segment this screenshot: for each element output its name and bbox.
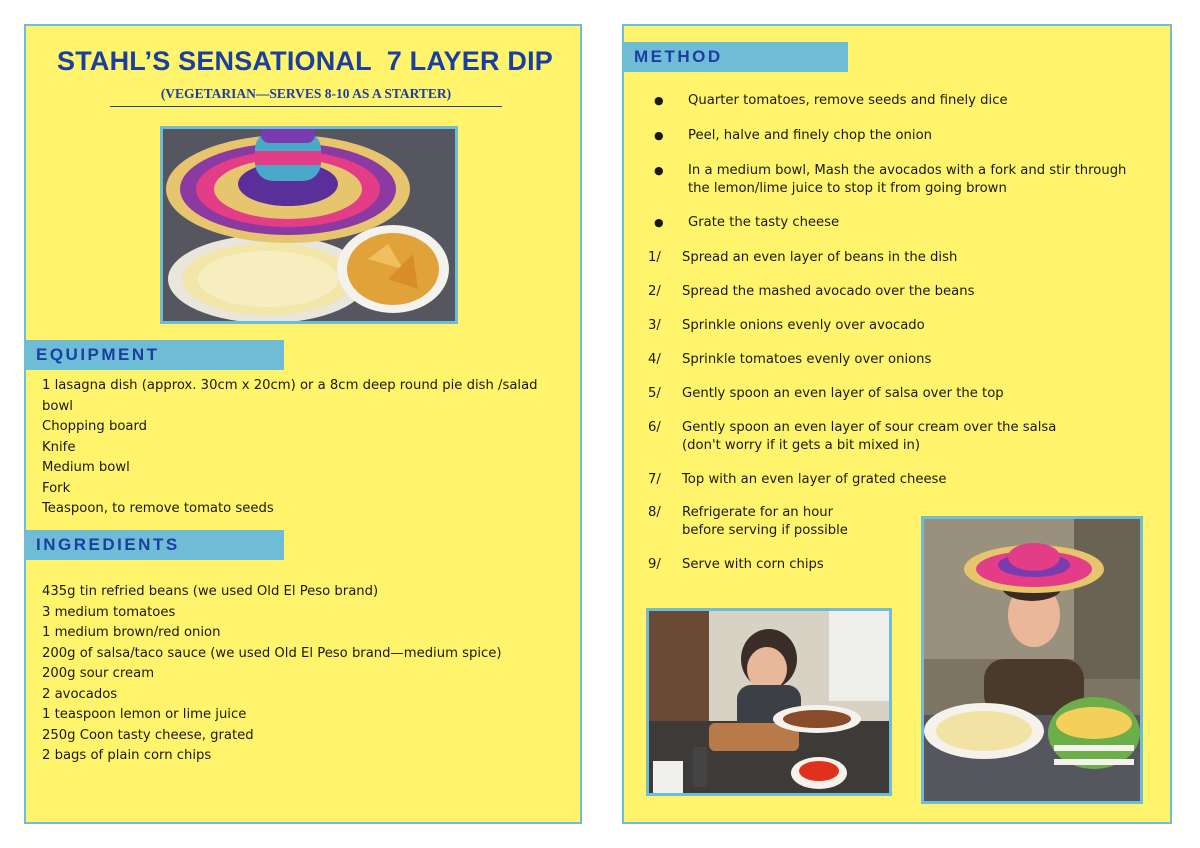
list-item: 200g of salsa/taco sauce (we used Old El Peso brand—medium spice) (42, 645, 502, 661)
recipe-title: STAHL’S SENSATIONAL 7 LAYER DIP (57, 46, 553, 76)
list-item: 2 bags of plain corn chips (42, 748, 212, 763)
photo-sombrero-and-dip (160, 126, 458, 324)
list-item: Knife (42, 439, 76, 455)
step-number: 9/ (648, 557, 661, 572)
photo-boy-with-sombrero (921, 516, 1143, 804)
list-item: 250g Coon tasty cheese, grated (42, 727, 254, 743)
step-text: Refrigerate for an hour before serving if possible (682, 505, 848, 538)
equipment-heading: EQUIPMENT (26, 340, 284, 370)
bullet-marker: ● (654, 129, 664, 142)
list-item: Medium bowl (42, 460, 130, 475)
list-item: 435g tin refried beans (we used Old El Peso brand) (42, 584, 379, 599)
step-text: Serve with corn chips (682, 557, 824, 572)
list-item: Fork (42, 480, 71, 496)
list-item: 1 teaspoon lemon or lime juice (42, 707, 247, 722)
method-heading: METHOD (624, 42, 848, 72)
list-item: 1 lasagna dish (approx. 30cm x 20cm) or a 8cm deep round pie dish /salad bowl (42, 378, 538, 414)
ingredients-list (42, 582, 562, 767)
photo-preparing-dip (646, 608, 892, 796)
step-number: 6/ (648, 420, 661, 435)
step-number: 8/ (648, 505, 661, 520)
list-item: Teaspoon, to remove tomato seeds (42, 501, 274, 516)
list-item: 3 medium tomatoes (42, 604, 176, 620)
left-page-panel (24, 24, 582, 824)
equipment-list (42, 376, 542, 520)
list-item: 200g sour cream (42, 666, 155, 681)
step-number: 7/ (648, 472, 661, 487)
recipe-subtitle: (VEGETARIAN—SERVES 8-10 AS A STARTER) (110, 86, 502, 107)
step-number: 5/ (648, 386, 661, 401)
step-text: Gently spoon an even layer of salsa over the top (682, 386, 1004, 401)
bullet-marker: ● (654, 216, 664, 229)
prep-bullet-text: Quarter tomatoes, remove seeds and finely dice (688, 93, 1008, 108)
step-number: 4/ (648, 352, 661, 367)
bullet-marker: ● (654, 164, 664, 177)
prep-bullet-text: Grate the tasty cheese (688, 215, 840, 230)
step-text: Spread an even layer of beans in the dish (682, 250, 958, 265)
step-text: Sprinkle onions evenly over avocado (682, 318, 925, 333)
bullet-marker: ● (654, 94, 664, 107)
sombrero-dip-illustration (163, 129, 455, 321)
step-number: 1/ (648, 250, 661, 265)
step-number: 3/ (648, 318, 661, 333)
step-text: Top with an even layer of grated cheese (682, 472, 947, 487)
right-page-panel (622, 24, 1172, 824)
prep-bullet-text: Peel, halve and finely chop the onion (688, 128, 933, 143)
step-text: Spread the mashed avocado over the beans (682, 284, 975, 299)
list-item: 1 medium brown/red onion (42, 625, 221, 640)
boy-sombrero-illustration (924, 519, 1140, 801)
step-number: 2/ (648, 284, 661, 299)
ingredients-heading: INGREDIENTS (26, 530, 284, 560)
list-item: Chopping board (42, 419, 148, 434)
prep-bullet-text: In a medium bowl, Mash the avocados with a fork and stir through the lemon/lime juice to stop it from going brown (688, 163, 1127, 196)
step-text: Gently spoon an even layer of sour cream over the salsa (don't worry if it gets a bit mixed in) (682, 420, 1057, 453)
list-item: 2 avocados (42, 686, 118, 702)
kitchen-prep-illustration (649, 611, 889, 793)
step-text: Sprinkle tomatoes evenly over onions (682, 352, 932, 367)
